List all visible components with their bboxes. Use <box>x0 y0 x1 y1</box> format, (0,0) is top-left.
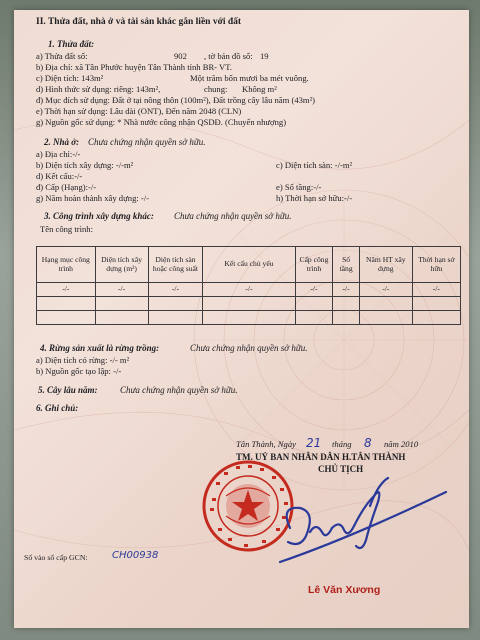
works-cell: -/- <box>95 283 148 297</box>
works-header-cell: Thời hạn sở hữu <box>412 247 460 283</box>
date-year: năm 2010 <box>384 439 419 449</box>
house-floors: e) Số tầng:-/- <box>276 182 322 192</box>
works-header-cell: Năm HT xây dựng <box>359 247 412 283</box>
forest-status: Chưa chứng nhận quyền sở hữu. <box>190 343 308 353</box>
works-cell: -/- <box>359 283 412 297</box>
certificate-page <box>14 10 469 628</box>
usage-form-shared-value: Không m² <box>242 84 277 94</box>
works-cell: -/- <box>37 283 96 297</box>
table-row <box>37 297 461 311</box>
land-address: b) Địa chỉ: xã Tân Phước huyện Tân Thành tỉnh BR- VT. <box>36 62 233 72</box>
works-header-cell: Số tầng <box>333 247 359 283</box>
signer-role: CHỦ TỊCH <box>318 464 364 474</box>
section-heading: II. Thửa đất, nhà ở và tài sản khác gắn liền với đất <box>36 17 242 27</box>
works-cell: -/- <box>412 283 460 297</box>
perennial-title: 5. Cây lâu năm: <box>38 385 98 395</box>
register-number: CH00938 <box>112 550 159 561</box>
house-title: 2. Nhà ở: <box>44 137 80 147</box>
perennial-status: Chưa chứng nhận quyền sở hữu. <box>120 385 238 395</box>
table-row <box>37 283 461 297</box>
works-cell: -/- <box>203 283 295 297</box>
works-table-header-row <box>37 247 461 283</box>
map-sheet-value: 19 <box>260 51 269 61</box>
house-ownership-term: h) Thời hạn sở hữu:-/- <box>276 193 353 203</box>
usage-form-private: d) Hình thức sử dụng: riêng: 143m², <box>36 84 161 94</box>
house-year-built: g) Năm hoàn thành xây dựng: -/- <box>36 193 150 203</box>
signer-name: Lê Văn Xương <box>308 584 381 596</box>
works-header-cell: Hạng mục công trình <box>37 247 96 283</box>
land-number-value: 902 <box>174 51 187 61</box>
works-header-cell: Diện tích xây dựng (m²) <box>95 247 148 283</box>
works-table <box>36 246 461 325</box>
forest-title: 4. Rừng sản xuất là rừng trồng: <box>40 343 160 353</box>
works-title: 3. Công trình xây dựng khác: <box>44 211 154 221</box>
land-duration: e) Thời hạn sử dụng: Lâu dài (ONT), Đến năm 2048 (CLN) <box>36 106 242 116</box>
works-cell: -/- <box>148 283 203 297</box>
land-purpose: đ) Mục đích sử dụng: Đất ở tại nông thôn (100m²), Đất trồng cây lâu năm (43m²) <box>36 95 316 105</box>
signature <box>270 466 460 576</box>
date-month: 8 <box>364 436 372 450</box>
map-sheet-label: , tờ bản đồ số: <box>204 51 253 61</box>
notes-title: 6. Ghi chú: <box>36 403 79 413</box>
usage-form-shared-label: chung: <box>204 84 228 94</box>
date-month-label: tháng <box>332 439 352 449</box>
land-area: c) Diện tích: 143m² <box>36 73 104 83</box>
works-cell: -/- <box>333 283 359 297</box>
works-header-cell: Diện tích sàn hoặc công suất <box>148 247 203 283</box>
land-number-label: a) Thửa đất số: <box>36 51 88 61</box>
land-parcel-title: 1. Thửa đất: <box>48 39 95 49</box>
register-label: Số vào sổ cấp GCN: <box>24 553 88 562</box>
house-address: a) Địa chỉ:-/- <box>36 149 81 159</box>
house-grade: đ) Cấp (Hạng):-/- <box>36 182 97 192</box>
house-floor-area: c) Diện tích sàn: -/-m² <box>276 160 353 170</box>
forest-origin: b) Nguồn gốc tạo lập: -/- <box>36 366 122 376</box>
works-cell: -/- <box>295 283 333 297</box>
works-header-cell: Cấp công trình <box>295 247 333 283</box>
date-prefix: Tân Thành, Ngày <box>236 439 296 449</box>
land-origin: g) Nguồn gốc sử dụng: * Nhà nước công nhận QSDĐ. (Chuyển nhượng) <box>36 117 287 127</box>
land-area-words: Một trăm bốn mươi ba mét vuông. <box>190 73 309 83</box>
house-structure: d) Kết cấu:-/- <box>36 171 83 181</box>
table-row <box>37 311 461 325</box>
house-built-area: b) Diện tích xây dựng: -/-m² <box>36 160 134 170</box>
house-status: Chưa chứng nhận quyền sở hữu. <box>88 137 206 147</box>
authority-line: TM. UỶ BAN NHÂN DÂN H.TÂN THÀNH <box>236 452 406 462</box>
works-name-label: Tên công trình: <box>40 224 93 234</box>
forest-area: a) Diện tích có rừng: -/- m² <box>36 355 130 365</box>
works-header-cell: Kết cấu chủ yếu <box>203 247 295 283</box>
works-status: Chưa chứng nhận quyền sở hữu. <box>174 211 292 221</box>
date-day: 21 <box>306 436 322 450</box>
